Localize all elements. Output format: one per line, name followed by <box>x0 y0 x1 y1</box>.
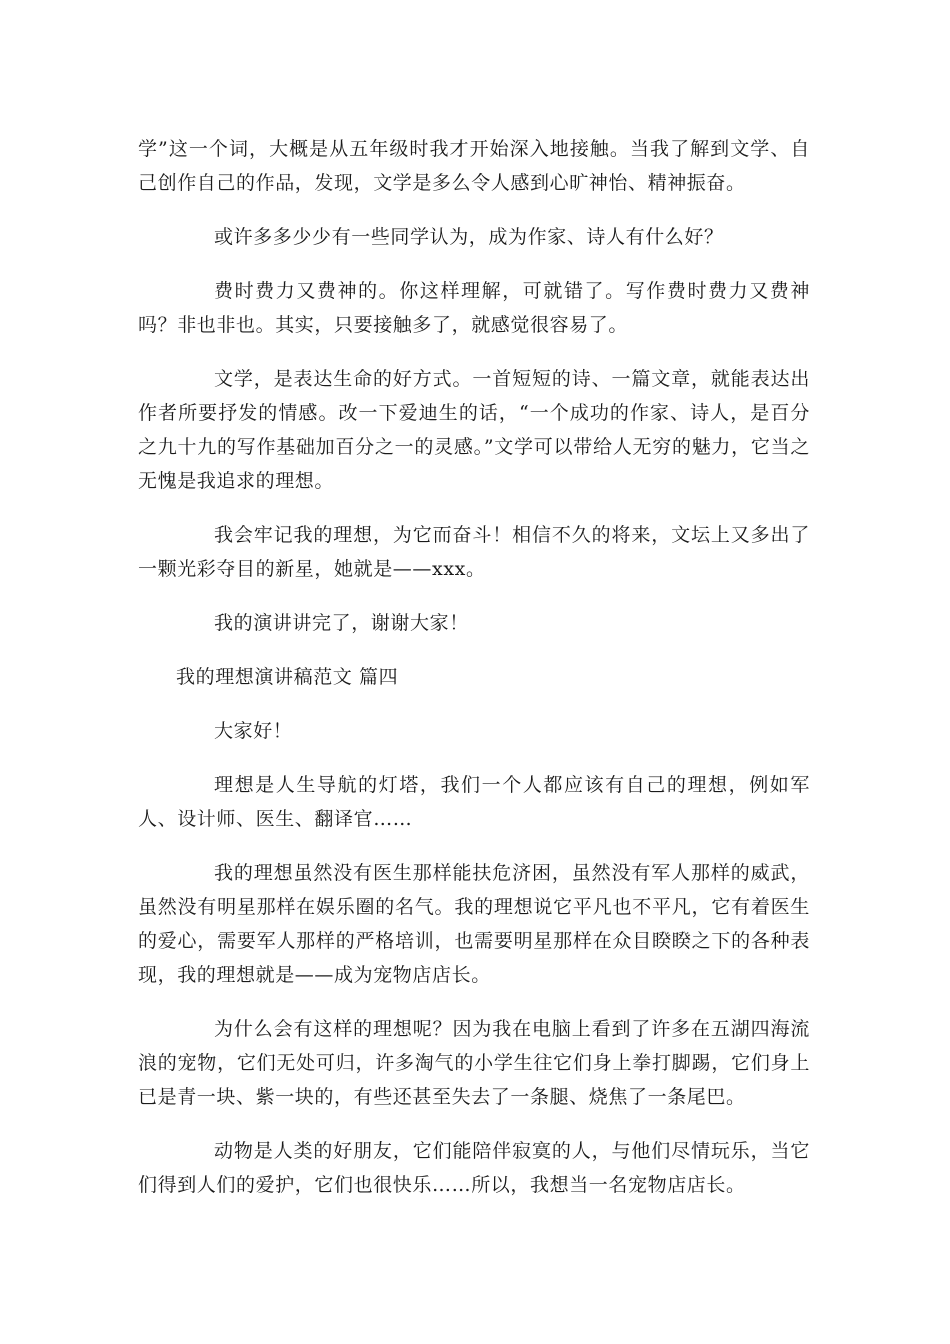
paragraph: 理想是人生导航的灯塔，我们一个人都应该有自己的理想，例如军人、设计师、医生、翻译官…… <box>138 774 810 830</box>
paragraph: 我的演讲讲完了，谢谢大家！ <box>214 612 469 634</box>
paragraph: 我的理想虽然没有医生那样能扶危济困，虽然没有军人那样的威武，虽然没有明星那样在娱乐圈的名气。我的理想说它平凡也不平凡，它有着医生的爱心，需要军人那样的严格培训，也需要明星那样在众目睽睽之下的各种表现，我的理想就是——成为宠物店店长。 <box>138 862 810 986</box>
paragraph: 或许多多少少有一些同学认为，成为作家、诗人有什么好？ <box>214 226 724 248</box>
paragraph: 我会牢记我的理想，为它而奋斗！相信不久的将来，文坛上又多出了一颗光彩夺目的新星，她就是——xxx。 <box>138 524 810 580</box>
paragraph: 动物是人类的好朋友，它们能陪伴寂寞的人，与他们尽情玩乐，当它们得到人们的爱护，它们也很快乐……所以，我想当一名宠物店店长。 <box>138 1140 810 1196</box>
section-title: 我的理想演讲稿范文 篇四 <box>176 666 399 688</box>
greeting-paragraph: 大家好！ <box>214 720 293 742</box>
document-body <box>138 132 810 1222</box>
paragraph: 费时费力又费神的。你这样理解，可就错了。写作费时费力又费神吗？非也非也。其实，只要接触多了，就感觉很容易了。 <box>138 280 810 336</box>
paragraph: 为什么会有这样的理想呢？因为我在电脑上看到了许多在五湖四海流浪的宠物，它们无处可归，许多淘气的小学生往它们身上拳打脚踢，它们身上已是青一块、紫一块的，有些还甚至失去了一条腿、烧焦了一条尾巴。 <box>138 1018 810 1108</box>
paragraph: 文学，是表达生命的好方式。一首短短的诗、一篇文章，就能表达出作者所要抒发的情感。改一下爱迪生的话，“一个成功的作家、诗人，是百分之九十九的写作基础加百分之一的灵感。”文学可以带给人无穷的魅力，它当之无愧是我追求的理想。 <box>138 368 810 492</box>
paragraph-continued: 学”这一个词，大概是从五年级时我才开始深入地接触。当我了解到文学、自己创作自己的作品，发现，文学是多么令人感到心旷神怡、精神振奋。 <box>138 138 810 194</box>
